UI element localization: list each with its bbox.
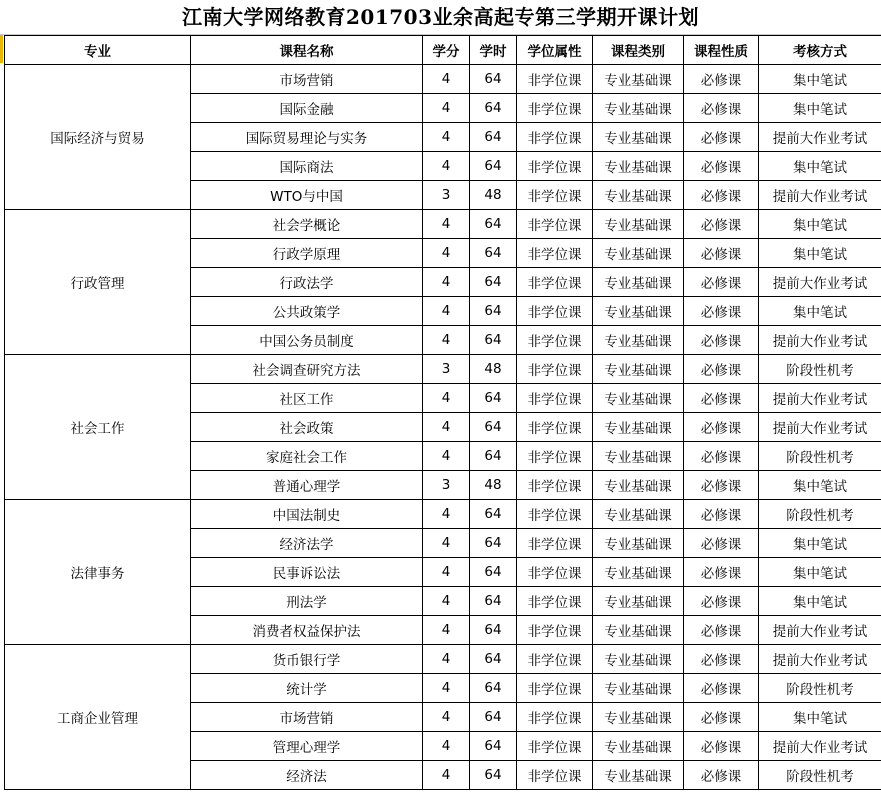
hours-cell[interactable]: 64 — [470, 761, 517, 790]
credits-cell[interactable]: 3 — [423, 181, 470, 210]
hours-cell[interactable]: 64 — [470, 297, 517, 326]
hours-cell[interactable]: 64 — [470, 268, 517, 297]
title-bar — [0, 0, 881, 35]
category-cell[interactable]: 专业基础课 — [593, 529, 684, 558]
degree-attr-cell[interactable]: 非学位课 — [517, 645, 593, 674]
course-name-cell[interactable]: 经济法 — [191, 761, 423, 790]
hours-cell[interactable]: 48 — [470, 471, 517, 500]
hours-cell[interactable]: 64 — [470, 442, 517, 471]
degree-attr-cell[interactable]: 非学位课 — [517, 384, 593, 413]
header-hours[interactable]: 学时 — [470, 36, 517, 65]
degree-attr-cell[interactable]: 非学位课 — [517, 152, 593, 181]
course-name-cell[interactable]: 市场营销 — [191, 65, 423, 94]
assessment-cell[interactable]: 集中笔试 — [759, 94, 881, 123]
credits-cell[interactable]: 3 — [423, 471, 470, 500]
degree-attr-cell[interactable]: 非学位课 — [517, 674, 593, 703]
category-cell[interactable]: 专业基础课 — [593, 558, 684, 587]
assessment-cell[interactable]: 提前大作业考试 — [759, 616, 881, 645]
nature-cell[interactable]: 必修课 — [684, 587, 759, 616]
credits-cell[interactable]: 4 — [423, 645, 470, 674]
nature-cell[interactable]: 必修课 — [684, 65, 759, 94]
hours-cell[interactable]: 64 — [470, 703, 517, 732]
hours-cell[interactable]: 64 — [470, 674, 517, 703]
header-course-category[interactable]: 课程类别 — [593, 36, 684, 65]
nature-cell[interactable]: 必修课 — [684, 210, 759, 239]
credits-cell[interactable]: 4 — [423, 297, 470, 326]
assessment-cell[interactable]: 集中笔试 — [759, 152, 881, 181]
credits-cell[interactable]: 4 — [423, 732, 470, 761]
course-name-cell[interactable]: 消费者权益保护法 — [191, 616, 423, 645]
degree-attr-cell[interactable]: 非学位课 — [517, 616, 593, 645]
assessment-cell[interactable]: 集中笔试 — [759, 297, 881, 326]
category-cell[interactable]: 专业基础课 — [593, 587, 684, 616]
course-name-cell[interactable]: WTO与中国 — [191, 181, 423, 210]
assessment-cell[interactable]: 集中笔试 — [759, 65, 881, 94]
course-name-cell[interactable]: 社会调查研究方法 — [191, 355, 423, 384]
credits-cell[interactable]: 4 — [423, 529, 470, 558]
major-cell[interactable]: 国际经济与贸易 — [5, 65, 191, 210]
category-cell[interactable]: 专业基础课 — [593, 181, 684, 210]
nature-cell[interactable]: 必修课 — [684, 239, 759, 268]
assessment-cell[interactable]: 集中笔试 — [759, 529, 881, 558]
credits-cell[interactable]: 4 — [423, 413, 470, 442]
nature-cell[interactable]: 必修课 — [684, 529, 759, 558]
credits-cell[interactable]: 4 — [423, 674, 470, 703]
course-name-cell[interactable]: 刑法学 — [191, 587, 423, 616]
course-name-cell[interactable]: 行政法学 — [191, 268, 423, 297]
category-cell[interactable]: 专业基础课 — [593, 152, 684, 181]
header-major[interactable]: 专业 — [5, 36, 191, 65]
assessment-cell[interactable]: 集中笔试 — [759, 471, 881, 500]
nature-cell[interactable]: 必修课 — [684, 384, 759, 413]
hours-cell[interactable]: 64 — [470, 413, 517, 442]
category-cell[interactable]: 专业基础课 — [593, 500, 684, 529]
degree-attr-cell[interactable]: 非学位课 — [517, 355, 593, 384]
table-row — [5, 645, 881, 674]
category-cell[interactable]: 专业基础课 — [593, 123, 684, 152]
nature-cell[interactable]: 必修课 — [684, 123, 759, 152]
category-cell[interactable]: 专业基础课 — [593, 326, 684, 355]
assessment-cell[interactable]: 提前大作业考试 — [759, 123, 881, 152]
degree-attr-cell[interactable]: 非学位课 — [517, 297, 593, 326]
category-cell[interactable]: 专业基础课 — [593, 703, 684, 732]
credits-cell[interactable]: 4 — [423, 761, 470, 790]
course-name-cell[interactable]: 国际贸易理论与实务 — [191, 123, 423, 152]
hours-cell[interactable]: 64 — [470, 239, 517, 268]
nature-cell[interactable]: 必修课 — [684, 645, 759, 674]
assessment-cell[interactable]: 集中笔试 — [759, 587, 881, 616]
page-title: 江南大学网络教育201703业余高起专第三学期开课计划 — [182, 5, 699, 29]
assessment-cell[interactable]: 集中笔试 — [759, 558, 881, 587]
category-cell[interactable]: 专业基础课 — [593, 384, 684, 413]
assessment-cell[interactable]: 提前大作业考试 — [759, 326, 881, 355]
credits-cell[interactable]: 4 — [423, 703, 470, 732]
category-cell[interactable]: 专业基础课 — [593, 732, 684, 761]
hours-cell[interactable]: 64 — [470, 123, 517, 152]
nature-cell[interactable]: 必修课 — [684, 558, 759, 587]
table-row — [5, 500, 881, 529]
assessment-cell[interactable]: 提前大作业考试 — [759, 732, 881, 761]
credits-cell[interactable]: 4 — [423, 500, 470, 529]
hours-cell[interactable]: 48 — [470, 355, 517, 384]
category-cell[interactable]: 专业基础课 — [593, 616, 684, 645]
assessment-cell[interactable]: 阶段性机考 — [759, 355, 881, 384]
course-plan-table — [4, 35, 881, 790]
hours-cell[interactable]: 48 — [470, 181, 517, 210]
degree-attr-cell[interactable]: 非学位课 — [517, 761, 593, 790]
table-row — [5, 355, 881, 384]
assessment-cell[interactable]: 集中笔试 — [759, 239, 881, 268]
category-cell[interactable]: 专业基础课 — [593, 210, 684, 239]
degree-attr-cell[interactable]: 非学位课 — [517, 94, 593, 123]
course-name-cell[interactable]: 民事诉讼法 — [191, 558, 423, 587]
hours-cell[interactable]: 64 — [470, 645, 517, 674]
category-cell[interactable]: 专业基础课 — [593, 413, 684, 442]
credits-cell[interactable]: 4 — [423, 326, 470, 355]
hours-cell[interactable]: 64 — [470, 587, 517, 616]
nature-cell[interactable]: 必修课 — [684, 413, 759, 442]
course-name-cell[interactable]: 货币银行学 — [191, 645, 423, 674]
header-row — [5, 36, 881, 65]
credits-cell[interactable]: 4 — [423, 558, 470, 587]
table-row — [5, 210, 881, 239]
nature-cell[interactable]: 必修课 — [684, 471, 759, 500]
hours-cell[interactable]: 64 — [470, 210, 517, 239]
nature-cell[interactable]: 必修课 — [684, 703, 759, 732]
degree-attr-cell[interactable]: 非学位课 — [517, 326, 593, 355]
credits-cell[interactable]: 4 — [423, 587, 470, 616]
course-name-cell[interactable]: 统计学 — [191, 674, 423, 703]
assessment-cell[interactable]: 集中笔试 — [759, 703, 881, 732]
degree-attr-cell[interactable]: 非学位课 — [517, 210, 593, 239]
course-name-cell[interactable]: 国际商法 — [191, 152, 423, 181]
hours-cell[interactable]: 64 — [470, 152, 517, 181]
hours-cell[interactable]: 64 — [470, 94, 517, 123]
course-name-cell[interactable]: 管理心理学 — [191, 732, 423, 761]
degree-attr-cell[interactable]: 非学位课 — [517, 413, 593, 442]
credits-cell[interactable]: 4 — [423, 65, 470, 94]
credits-cell[interactable]: 4 — [423, 239, 470, 268]
nature-cell[interactable]: 必修课 — [684, 732, 759, 761]
course-name-cell[interactable]: 市场营销 — [191, 703, 423, 732]
major-cell[interactable]: 行政管理 — [5, 210, 191, 355]
credits-cell[interactable]: 4 — [423, 442, 470, 471]
degree-attr-cell[interactable]: 非学位课 — [517, 732, 593, 761]
nature-cell[interactable]: 必修课 — [684, 616, 759, 645]
hours-cell[interactable]: 64 — [470, 500, 517, 529]
nature-cell[interactable]: 必修课 — [684, 152, 759, 181]
credits-cell[interactable]: 4 — [423, 616, 470, 645]
nature-cell[interactable]: 必修课 — [684, 500, 759, 529]
nature-cell[interactable]: 必修课 — [684, 761, 759, 790]
credits-cell[interactable]: 4 — [423, 384, 470, 413]
category-cell[interactable]: 专业基础课 — [593, 355, 684, 384]
cell-selection-accent — [0, 35, 3, 63]
degree-attr-cell[interactable]: 非学位课 — [517, 558, 593, 587]
course-name-cell[interactable]: 社会政策 — [191, 413, 423, 442]
degree-attr-cell[interactable]: 非学位课 — [517, 123, 593, 152]
major-cell[interactable]: 法律事务 — [5, 500, 191, 645]
nature-cell[interactable]: 必修课 — [684, 326, 759, 355]
hours-cell[interactable]: 64 — [470, 616, 517, 645]
credits-cell[interactable]: 3 — [423, 355, 470, 384]
table-body — [5, 65, 881, 790]
hours-cell[interactable]: 64 — [470, 558, 517, 587]
course-name-cell[interactable]: 中国公务员制度 — [191, 326, 423, 355]
course-name-cell[interactable]: 社区工作 — [191, 384, 423, 413]
credits-cell[interactable]: 4 — [423, 268, 470, 297]
category-cell[interactable]: 专业基础课 — [593, 674, 684, 703]
category-cell[interactable]: 专业基础课 — [593, 297, 684, 326]
header-credits[interactable]: 学分 — [423, 36, 470, 65]
nature-cell[interactable]: 必修课 — [684, 268, 759, 297]
category-cell[interactable]: 专业基础课 — [593, 471, 684, 500]
course-name-cell[interactable]: 社会学概论 — [191, 210, 423, 239]
assessment-cell[interactable]: 阶段性机考 — [759, 500, 881, 529]
category-cell[interactable]: 专业基础课 — [593, 268, 684, 297]
category-cell[interactable]: 专业基础课 — [593, 442, 684, 471]
credits-cell[interactable]: 4 — [423, 210, 470, 239]
course-name-cell[interactable]: 经济法学 — [191, 529, 423, 558]
assessment-cell[interactable]: 阶段性机考 — [759, 442, 881, 471]
degree-attr-cell[interactable]: 非学位课 — [517, 442, 593, 471]
assessment-cell[interactable]: 阶段性机考 — [759, 761, 881, 790]
category-cell[interactable]: 专业基础课 — [593, 239, 684, 268]
category-cell[interactable]: 专业基础课 — [593, 65, 684, 94]
hours-cell[interactable]: 64 — [470, 529, 517, 558]
assessment-cell[interactable]: 提前大作业考试 — [759, 384, 881, 413]
degree-attr-cell[interactable]: 非学位课 — [517, 239, 593, 268]
nature-cell[interactable]: 必修课 — [684, 297, 759, 326]
course-name-cell[interactable]: 家庭社会工作 — [191, 442, 423, 471]
assessment-cell[interactable]: 阶段性机考 — [759, 674, 881, 703]
hours-cell[interactable]: 64 — [470, 384, 517, 413]
category-cell[interactable]: 专业基础课 — [593, 761, 684, 790]
credits-cell[interactable]: 4 — [423, 152, 470, 181]
assessment-cell[interactable]: 集中笔试 — [759, 210, 881, 239]
hours-cell[interactable]: 64 — [470, 65, 517, 94]
degree-attr-cell[interactable]: 非学位课 — [517, 587, 593, 616]
course-name-cell[interactable]: 普通心理学 — [191, 471, 423, 500]
degree-attr-cell[interactable]: 非学位课 — [517, 65, 593, 94]
category-cell[interactable]: 专业基础课 — [593, 645, 684, 674]
degree-attr-cell[interactable]: 非学位课 — [517, 529, 593, 558]
assessment-cell[interactable]: 提前大作业考试 — [759, 645, 881, 674]
header-course-nature[interactable]: 课程性质 — [684, 36, 759, 65]
nature-cell[interactable]: 必修课 — [684, 94, 759, 123]
header-assessment[interactable]: 考核方式 — [759, 36, 881, 65]
category-cell[interactable]: 专业基础课 — [593, 94, 684, 123]
major-cell[interactable]: 社会工作 — [5, 355, 191, 500]
header-degree-attr[interactable]: 学位属性 — [517, 36, 593, 65]
nature-cell[interactable]: 必修课 — [684, 674, 759, 703]
assessment-cell[interactable]: 提前大作业考试 — [759, 181, 881, 210]
assessment-cell[interactable]: 提前大作业考试 — [759, 268, 881, 297]
header-course-name[interactable]: 课程名称 — [191, 36, 423, 65]
course-name-cell[interactable]: 国际金融 — [191, 94, 423, 123]
degree-attr-cell[interactable]: 非学位课 — [517, 268, 593, 297]
course-name-cell[interactable]: 行政学原理 — [191, 239, 423, 268]
hours-cell[interactable]: 64 — [470, 732, 517, 761]
credits-cell[interactable]: 4 — [423, 94, 470, 123]
degree-attr-cell[interactable]: 非学位课 — [517, 471, 593, 500]
nature-cell[interactable]: 必修课 — [684, 181, 759, 210]
table-row — [5, 65, 881, 94]
degree-attr-cell[interactable]: 非学位课 — [517, 703, 593, 732]
course-name-cell[interactable]: 中国法制史 — [191, 500, 423, 529]
credits-cell[interactable]: 4 — [423, 123, 470, 152]
degree-attr-cell[interactable]: 非学位课 — [517, 500, 593, 529]
major-cell[interactable]: 工商企业管理 — [5, 645, 191, 790]
course-name-cell[interactable]: 公共政策学 — [191, 297, 423, 326]
assessment-cell[interactable]: 提前大作业考试 — [759, 413, 881, 442]
nature-cell[interactable]: 必修课 — [684, 355, 759, 384]
hours-cell[interactable]: 64 — [470, 326, 517, 355]
degree-attr-cell[interactable]: 非学位课 — [517, 181, 593, 210]
nature-cell[interactable]: 必修课 — [684, 442, 759, 471]
